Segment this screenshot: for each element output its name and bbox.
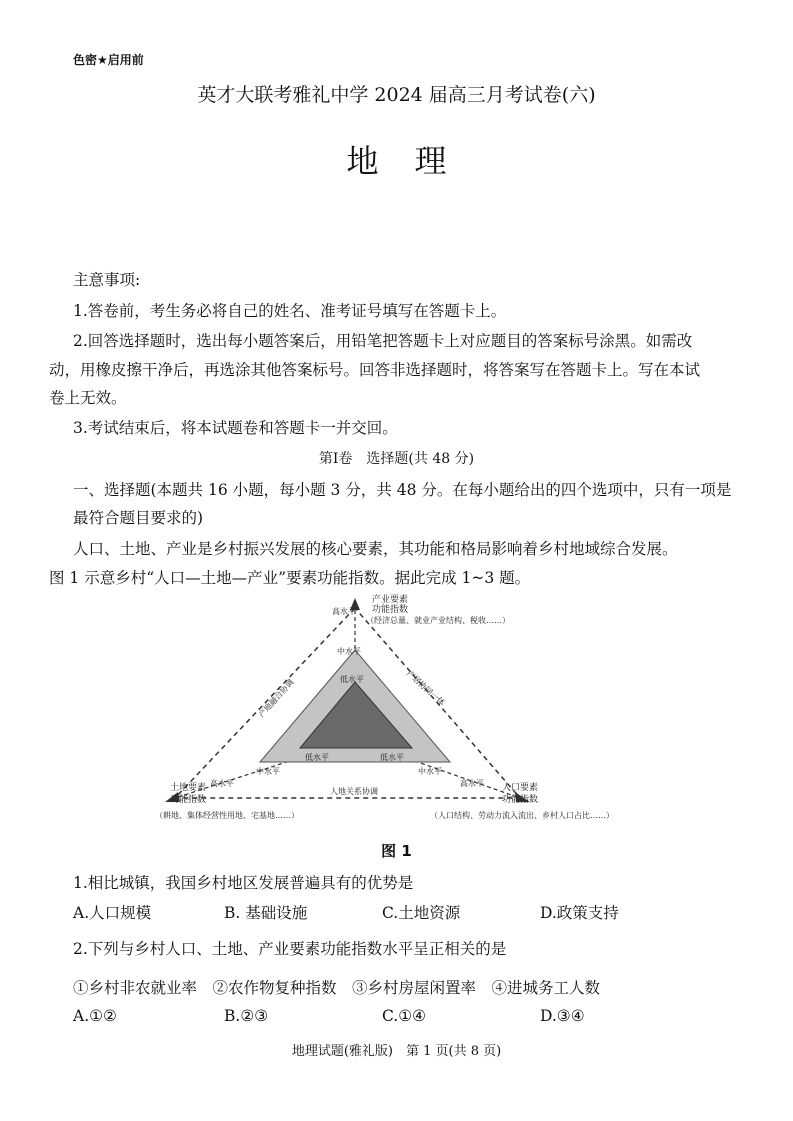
- question-2-option-b: B.②③: [224, 1007, 269, 1025]
- passage-line-1: 人口、土地、产业是乡村振兴发展的核心要素，其功能和格局影响着乡村地域综合发展。: [73, 540, 678, 558]
- figure-caption: 图 1: [381, 842, 412, 860]
- edge-bottom-label: 人地关系协调: [330, 787, 378, 796]
- note-item-2-line-1: 2.回答选择题时，选出每小题答案后，用铅笔把答题卡上对应题目的答案标号涂黑。如需改: [73, 332, 693, 350]
- mid-left: 中水平: [256, 767, 280, 776]
- exam-title: 英才大联考雅礼中学 2024 届高三月考试卷(六): [197, 84, 596, 106]
- triangle-diagram: [150, 590, 650, 830]
- question-1-option-d: D.政策支持: [540, 904, 619, 922]
- right-label-2: 功能指数: [502, 795, 539, 805]
- high-top: 高水平: [332, 607, 356, 616]
- passage-line-2: 图 1 示意乡村“人口—土地—产业”要素功能指数。据此完成 1~3 题。: [49, 569, 531, 587]
- question-1-option-a: A.人口规模: [73, 904, 152, 922]
- left-label-2: 功能指数: [170, 795, 207, 805]
- left-label-3: （耕地、集体经营性用地、宅基地……）: [155, 811, 299, 820]
- low-left: 低水平: [305, 753, 329, 762]
- right-label-1: 人口要素: [502, 783, 539, 793]
- question-1-option-c: C.土地资源: [382, 904, 461, 922]
- mid-top: 中水平: [337, 647, 361, 656]
- low-top: 低水平: [340, 675, 364, 684]
- right-label-3: （人口结构、劳动力流入流出、乡村人口占比……）: [430, 811, 614, 820]
- high-right: 高水平: [460, 779, 484, 788]
- question-2-option-a: A.①②: [73, 1007, 117, 1025]
- section-title: 第Ⅰ卷 选择题(共 48 分): [318, 451, 475, 467]
- edge-left-label: 产地融合协调: [256, 677, 296, 720]
- note-item-1: 1.答卷前，考生务必将自己的姓名、准考证号填写在答题卡上。: [73, 302, 507, 320]
- question-2-option-d: D.③④: [540, 1007, 585, 1025]
- question-2-stem: 2.下列与乡村人口、土地、产业要素功能指数水平呈正相关的是: [73, 940, 507, 958]
- mid-right: 中水平: [418, 767, 442, 776]
- section-instruction-line-1: 一、选择题(本题共 16 小题，每小题 3 分，共 48 分。在每小题给出的四个选项中，只有一项是: [73, 481, 732, 499]
- notes-heading: 主意事项:: [73, 271, 141, 289]
- note-item-2-line-2: 动，用橡皮擦干净后，再选涂其他答案标号。回答非选择题时，将答案写在答题卡上。写在本试: [49, 361, 701, 379]
- high-left: 高水平: [210, 779, 234, 788]
- confidential-label: 色密★启用前: [73, 53, 144, 67]
- edge-right-label: 产居协同一体: [404, 668, 447, 708]
- note-item-2-line-3: 卷上无效。: [49, 389, 127, 407]
- top-label-1: 产业要素: [372, 595, 409, 605]
- note-item-3: 3.考试结束后，将本试题卷和答题卡一并交回。: [73, 419, 398, 437]
- left-label-1: 土地要素: [170, 783, 207, 793]
- question-1-option-b: B. 基础设施: [224, 904, 308, 922]
- top-label-3: （经济总量、就业产业结构、税收……）: [366, 616, 510, 625]
- question-2-option-c: C.①④: [382, 1007, 427, 1025]
- top-label-2: 功能指数: [372, 605, 409, 615]
- low-right: 低水平: [380, 753, 404, 762]
- question-2-items: ①乡村非农就业率 ②农作物复种指数 ③乡村房屋闲置率 ④进城务工人数: [73, 979, 601, 997]
- page-footer: 地理试题(雅礼版) 第 1 页(共 8 页): [291, 1044, 502, 1059]
- figure-1: [150, 590, 650, 830]
- subject-title: 地理: [346, 142, 483, 180]
- section-instruction-line-2: 最符合题目要求的): [73, 509, 204, 527]
- question-1-stem: 1.相比城镇，我国乡村地区发展普遍具有的优势是: [73, 874, 414, 892]
